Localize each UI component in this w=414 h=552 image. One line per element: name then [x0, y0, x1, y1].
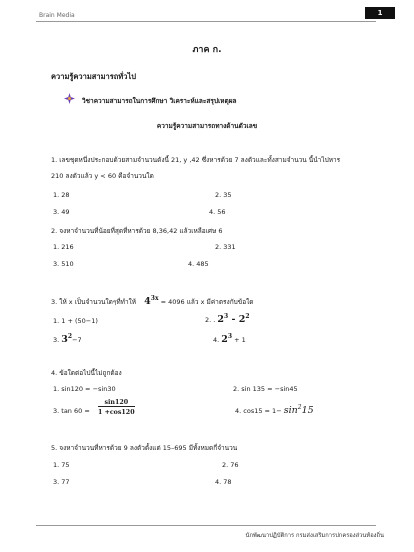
section-heading: ความรู้ความสามารถทั่วไป: [51, 72, 136, 81]
header-divider: [36, 21, 376, 22]
q5-option-2: 2. 76: [222, 461, 239, 469]
q2-option-4: 4. 485: [188, 260, 209, 268]
page-title: ภาค ก.: [192, 45, 222, 55]
q1-option-2: 2. 35: [215, 191, 232, 199]
footer-divider: [36, 525, 376, 526]
q3-option-3: 3. $3^2-7$: [53, 333, 82, 346]
fraction-denominator: 1 +cos120: [98, 409, 135, 416]
q5-option-1: 1. 75: [53, 461, 70, 469]
q2-text: 2. จงหาจำนวนที่น้อยที่สุดที่หารด้วย 8,36,42 แล้วเหลือเศษ 6: [51, 227, 223, 235]
page-number-badge: 1: [365, 7, 395, 19]
q5-option-3: 3. 77: [53, 478, 70, 486]
q1-option-4: 4. 56: [209, 208, 226, 216]
q3-text: 3. ให้ x เป็นจำนวนใดๆที่ทำให้ $4^{3x} = 4096$ แล้ว x มีค่าตรงกับข้อใด: [51, 295, 254, 308]
q2-option-2: 2. 331: [215, 243, 236, 251]
q3-option-1: 1. 1 + (50−1): [53, 317, 98, 325]
q1-text-line2: 210 ลงตัวแล้ว y < 60 คือจำนวนใด: [51, 172, 154, 180]
q1-text-line1: 1. เลขชุดหนึ่งประกอบด้วยสามจำนวนดังนี้ 21, y ,42 ซึ่งหารด้วย 7 ลงตัวและทั้งสามจำนวน นี้นำไปหาร: [51, 156, 341, 164]
q3-option-4: 4. $2^3 + 1$: [213, 333, 246, 346]
q1-option-3: 3. 49: [53, 208, 70, 216]
q2-option-1: 1. 216: [53, 243, 74, 251]
q4-option-2: 2. sin 135 = −sin45: [233, 385, 298, 393]
q5-option-4: 4. 78: [215, 478, 232, 486]
q4-option-4: 4. $\cos 15 = 1- \sin^215$: [235, 404, 314, 417]
header-brand: Brain Media: [39, 12, 75, 19]
q4-option-3-fraction: [98, 399, 135, 416]
q4-option-1: 1. sin120 = −sin30: [53, 385, 116, 393]
footer-text: นักพัฒนาปฏิบัติการ กรมส่งเสริมการปกครองส่วนท้องถิ่น: [245, 533, 384, 539]
star-bullet-icon: [64, 93, 75, 104]
q1-option-1: 1. 28: [53, 191, 70, 199]
q5-text: 5. จงหาจำนวนที่หารด้วย 9 ลงตัวตั้งแต่ 15–695 มีทั้งหมดกี่จำนวน: [51, 444, 238, 452]
subsection-heading-2: ความรู้ความสามารถทางด้านตัวเลข: [156, 122, 258, 130]
q2-option-3: 3. 510: [53, 260, 74, 268]
q4-option-3-label: 3. tan 60 =: [53, 407, 90, 415]
q4-text: 4. ข้อใดต่อไปนี้ไม่ถูกต้อง: [51, 369, 122, 377]
q3-option-2: 2. . $2^3 - 2^2$: [205, 313, 250, 326]
fraction-numerator: sin120: [98, 399, 135, 407]
subsection-heading: วิชาความสามารถในการศึกษา วิเคราะห์และสรุปเหตุผล: [82, 97, 237, 105]
